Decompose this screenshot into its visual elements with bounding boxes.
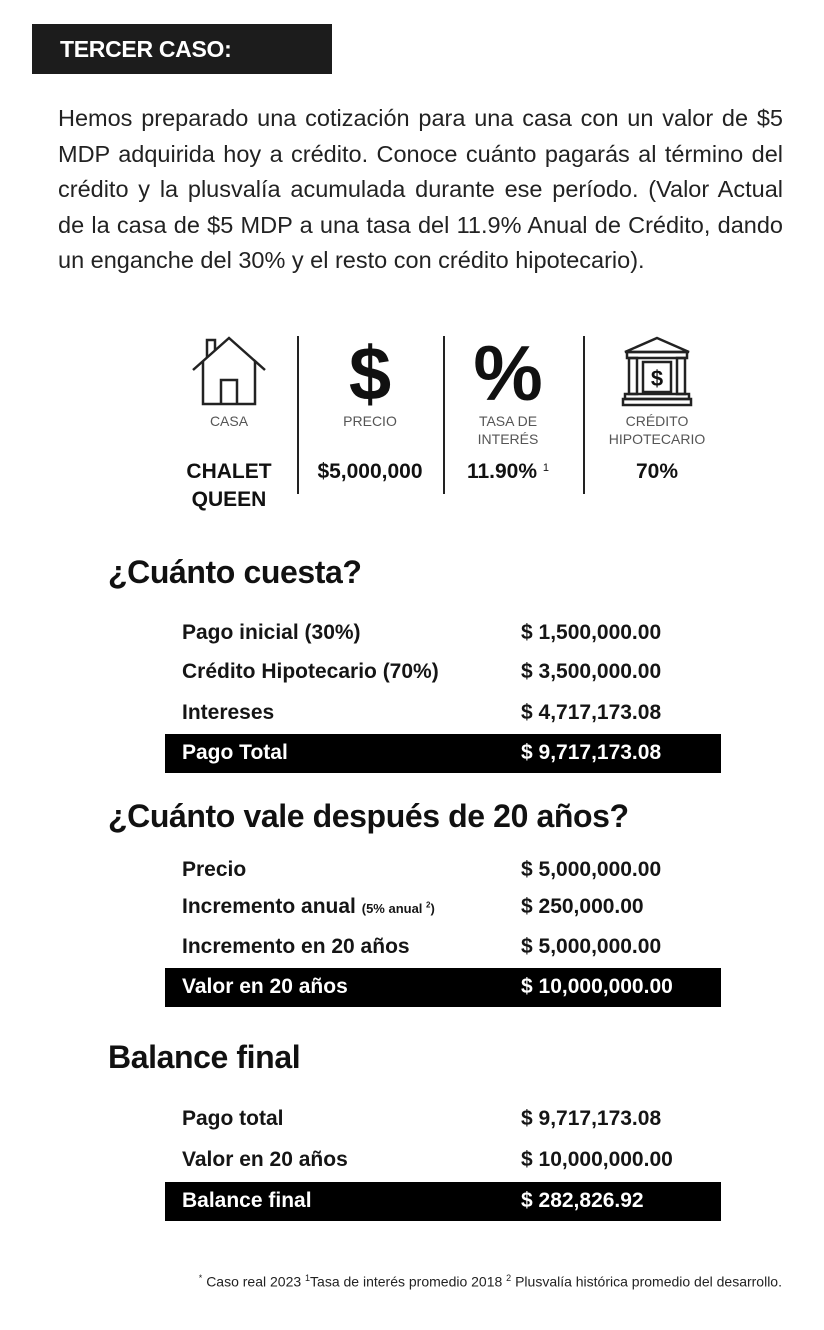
divider	[297, 336, 299, 494]
cost-row	[165, 694, 721, 732]
total-label: Valor en 20 años	[182, 975, 348, 998]
feature-value-casa	[178, 458, 280, 514]
footnote-text: Caso real 2023	[206, 1273, 302, 1290]
row-note	[362, 901, 435, 916]
dollar-icon	[304, 330, 436, 408]
row-value: $ 5,000,000.00	[521, 858, 662, 881]
section-title-cost: ¿Cuánto cuesta?	[108, 554, 362, 590]
cost-total-row	[165, 734, 721, 773]
row-value: $ 10,000,000.00	[521, 1148, 673, 1171]
divider	[583, 336, 585, 494]
house-icon	[178, 330, 280, 408]
feature-label-precio: PRECIO	[343, 413, 397, 429]
row-note-close: )	[430, 901, 435, 916]
footnote	[199, 1273, 782, 1290]
row-value: $ 3,500,000.00	[521, 660, 662, 683]
feature-label-credito	[596, 412, 718, 448]
divider	[443, 336, 445, 494]
section-title-value: ¿Cuánto vale después de 20 años?	[108, 798, 629, 834]
feature-label-tasa	[454, 412, 562, 448]
footnote-text: Plusvalía histórica promedio del desarrollo.	[515, 1273, 782, 1290]
value-row	[165, 928, 721, 966]
feature-value-line2: QUEEN	[191, 488, 267, 511]
feature-value-credito: 70%	[635, 460, 679, 483]
value-row	[165, 851, 721, 889]
footnote-text: Tasa de interés promedio 2018	[310, 1273, 503, 1290]
cost-row	[165, 653, 721, 691]
features-strip	[178, 330, 718, 520]
row-label: Crédito Hipotecario (70%)	[182, 660, 439, 683]
row-label: Pago inicial (30%)	[182, 621, 361, 644]
header-bar	[32, 24, 332, 74]
total-value: $ 9,717,173.08	[521, 741, 662, 764]
section-title-balance: Balance final	[108, 1039, 301, 1075]
feature-tasa	[454, 330, 562, 483]
balance-total-row	[165, 1182, 721, 1221]
svg-text:%: %	[473, 334, 543, 408]
feature-value-precio: $5,000,000	[317, 460, 423, 483]
row-label: Pago total	[182, 1107, 284, 1130]
feature-label-line1: TASA DE	[478, 413, 538, 429]
row-value: $ 1,500,000.00	[521, 621, 662, 644]
feature-label-line2: INTERÉS	[477, 431, 539, 447]
footnote-mark: 1	[305, 1273, 311, 1283]
feature-credito	[596, 330, 718, 483]
row-label	[182, 895, 435, 919]
footnote-mark: *	[198, 1273, 203, 1283]
row-value: $ 4,717,173.08	[521, 701, 662, 724]
value-total-row	[165, 968, 721, 1007]
row-value: $ 9,717,173.08	[521, 1107, 662, 1130]
total-value: $ 282,826.92	[521, 1189, 644, 1212]
feature-value-line1: CHALET	[186, 460, 272, 483]
feature-label-casa: CASA	[209, 413, 249, 429]
balance-row	[165, 1141, 721, 1179]
svg-text:$: $	[348, 334, 392, 408]
rate-footnote-mark: 1	[542, 462, 550, 474]
header-title: TERCER CASO:	[60, 36, 232, 62]
row-label: Precio	[182, 858, 247, 881]
total-value: $ 10,000,000.00	[521, 975, 673, 998]
cost-row	[165, 614, 721, 652]
svg-text:$: $	[650, 366, 664, 391]
value-row	[165, 888, 721, 926]
row-value: $ 250,000.00	[521, 895, 644, 918]
row-label: Intereses	[182, 701, 275, 724]
row-value: $ 5,000,000.00	[521, 935, 662, 958]
footnote-mark: 2	[506, 1273, 512, 1283]
feature-label-line2: HIPOTECARIO	[608, 431, 706, 447]
percent-icon	[454, 330, 562, 408]
row-label: Incremento en 20 años	[182, 935, 410, 958]
feature-precio	[304, 330, 436, 483]
feature-value-tasa	[454, 458, 562, 486]
total-label: Balance final	[182, 1189, 312, 1212]
total-label: Pago Total	[182, 741, 288, 764]
bank-icon	[596, 330, 718, 408]
rate-value: 11.90%	[466, 460, 538, 483]
row-note-text: (5% anual	[361, 901, 423, 916]
intro-paragraph: Hemos preparado una cotización para una casa con un valor de $5 MDP adquirida hoy a crédito. Conoce cuánto pagarás al término del crédito y la plusvalía acumulada durante ese período. (Valor Actual de la casa de $5 MDP a una tasa del 11.9% Anual de Crédito, dando un enganche del 30% y el resto con crédito hipotecario).	[58, 105, 783, 273]
row-label-text: Incremento anual	[182, 895, 356, 918]
feature-casa	[178, 330, 280, 511]
row-label: Valor en 20 años	[182, 1148, 348, 1171]
row-note-mark: 2	[426, 900, 431, 910]
feature-label-line1: CRÉDITO	[625, 413, 689, 429]
balance-row	[165, 1100, 721, 1138]
